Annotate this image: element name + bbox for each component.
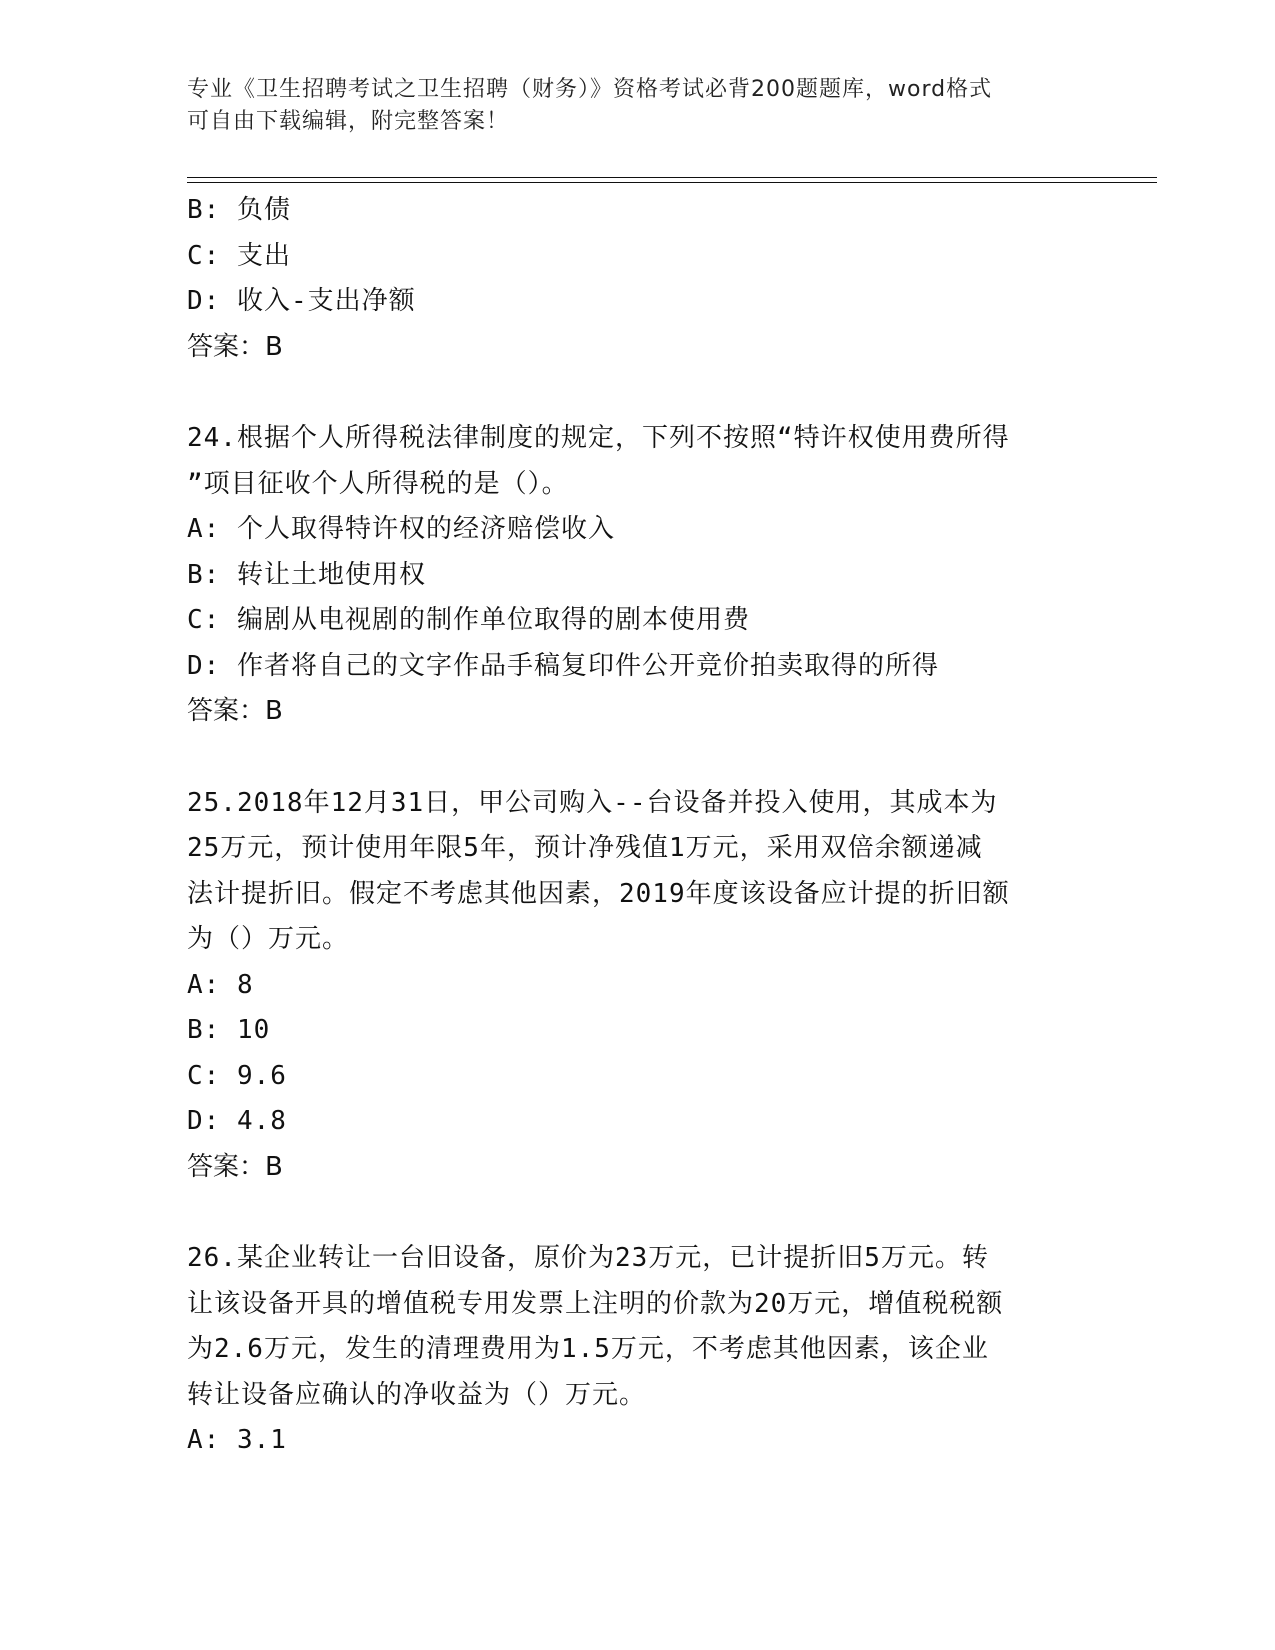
question-stem-line: ”项目征收个人所得税的是（）。 [187,468,569,499]
option-a: A: 8 [187,969,254,1000]
question-block-23 [187,188,1087,370]
header-divider [187,182,1157,183]
question-stem-line: 为2.6万元，发生的清理费用为1.5万元，不考虑其他因素，该企业 [187,1334,989,1364]
question-block-26 [187,1236,1087,1464]
option-d: D: 4.8 [187,1106,287,1136]
question-stem-line: 24.根据个人所得税法律制度的规定，下列不按照“特许权使用费所得 [187,423,1010,453]
option-c: C: 9.6 [187,1060,287,1091]
question-stem-line: 让该设备开具的增值税专用发票上注明的价款为20万元，增值税税额 [187,1288,1004,1319]
question-list [187,188,1087,1464]
header-line: 可自由下载编辑，附完整答案！ [187,109,510,134]
question-stem-line: 为（）万元。 [187,924,350,954]
answer-line: 答案：B [187,1151,283,1182]
answer-line: 答案：B [187,331,283,362]
option-a: A: 个人取得特许权的经济赔偿收入 [187,514,615,544]
option-c: C: 支出 [187,240,291,271]
option-b: B: 负债 [187,195,291,225]
question-stem-line: 25.2018年12月31日，甲公司购入--台设备并投入使用，其成本为 [187,787,998,818]
option-a: A: 3.1 [187,1425,287,1455]
option-b: B: 10 [187,1015,271,1045]
option-d: D: 收入-支出净额 [187,286,416,316]
option-d: D: 作者将自己的文字作品手稿复印件公开竞价拍卖取得的所得 [187,650,939,681]
header-divider [187,177,1157,178]
question-stem-line: 转让设备应确认的净收益为（）万元。 [187,1379,647,1410]
answer-line: 答案：B [187,696,283,726]
option-c: C: 编剧从电视剧的制作单位取得的剧本使用费 [187,605,750,635]
question-stem-line: 法计提折旧。假定不考虑其他因素，2019年度该设备应计提的折旧额 [187,878,1010,909]
document-header [187,74,1087,138]
question-stem-line: 25万元，预计使用年限5年，预计净残值1万元，采用双倍余额递减 [187,833,983,863]
header-line: 专业《卫生招聘考试之卫生招聘（财务）》资格考试必背200题题库，word格式 [187,77,993,102]
question-block-24 [187,416,1087,735]
question-stem-line: 26.某企业转让一台旧设备，原价为23万元，已计提折旧5万元。转 [187,1243,989,1273]
option-b: B: 转让土地使用权 [187,559,426,590]
question-block-25 [187,781,1087,1191]
